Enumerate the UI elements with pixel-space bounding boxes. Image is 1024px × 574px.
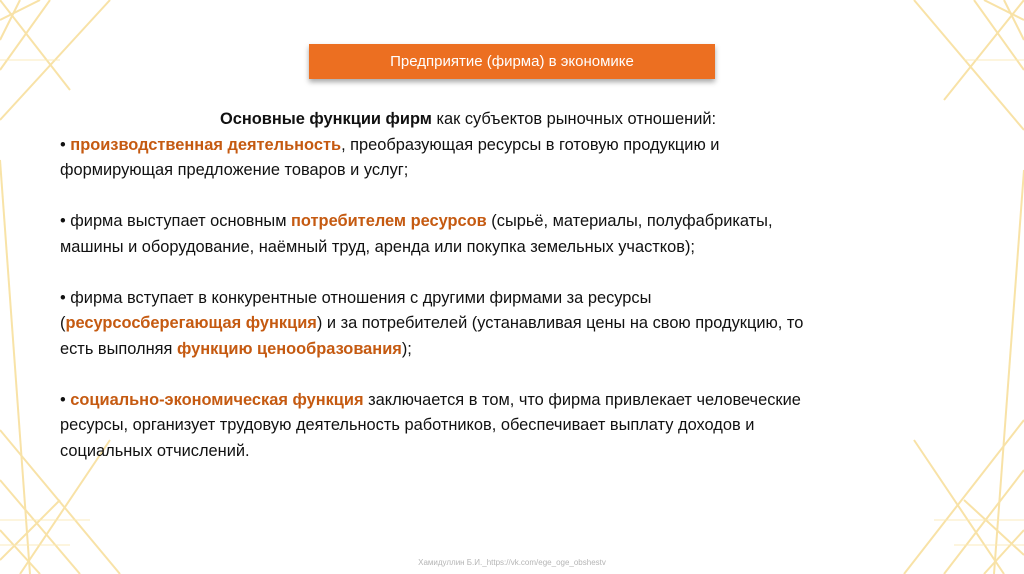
bullet-2-text: фирма выступает основным xyxy=(70,212,292,230)
bullet-3-line-3 xyxy=(60,337,960,363)
body-heading xyxy=(60,107,960,133)
bullet-1-text: , преобразующая ресурсы в готовую продукцию и xyxy=(341,135,720,154)
bullet-3-paren-open: ( xyxy=(60,314,66,332)
bullet-4-text: заключается в том, что фирма привлекает человеческие xyxy=(363,390,801,409)
bullet-4-highlight: социально-экономическая функция xyxy=(70,390,364,409)
bullet-4 xyxy=(60,388,960,414)
heading-rest: как субъектов рыночных отношений: xyxy=(431,110,717,128)
bullet-3-text-2: ) и за потребителей (устанавливая цены на свою продукцию, то xyxy=(316,314,804,332)
bullet-marker: • xyxy=(60,135,71,154)
bullet-3-highlight-1: ресурсосберегающая функция xyxy=(65,314,317,332)
slide-title: Предприятие (фирма) в экономике xyxy=(309,44,715,79)
bullet-1-continuation: формирующая предложение товаров и услуг; xyxy=(60,161,409,179)
bullet-4-line-3: социальных отчислений. xyxy=(60,441,250,460)
bullet-3-highlight-2: функцию ценообразования xyxy=(176,339,402,358)
bullet-2-highlight: потребителем ресурсов xyxy=(291,212,487,230)
bullet-2-text-2: (сырьё, материалы, полуфабрикаты, xyxy=(486,212,773,230)
bullet-2-continuation: машины и оборудование, наёмный труд, аренда или покупка земельных участков); xyxy=(60,237,695,256)
footer-credit: Хамидуллин Б.И._https://vk.com/ege_oge_obshestv xyxy=(418,558,606,567)
bullet-4-line-2: ресурсы, организует трудовую деятельность работников, обеспечивает выплату доходов и xyxy=(60,416,755,434)
bullet-3-text-4: ); xyxy=(401,339,412,358)
bullet-1 xyxy=(60,133,960,159)
bullet-2 xyxy=(60,209,960,235)
bullet-3-line-2 xyxy=(60,311,960,337)
bullet-marker: • xyxy=(60,212,71,230)
bullet-3-text-3: есть выполняя xyxy=(60,339,177,358)
bullet-1-highlight: производственная деятельность xyxy=(70,135,342,154)
bullet-3 xyxy=(60,286,960,312)
bullet-marker: • xyxy=(60,288,71,307)
slide-body xyxy=(60,107,960,464)
heading-bold: Основные функции фирм xyxy=(220,110,432,128)
bullet-3-text: фирма вступает в конкурентные отношения с другими фирмами за ресурсы xyxy=(70,288,652,307)
bullet-marker: • xyxy=(60,390,71,409)
